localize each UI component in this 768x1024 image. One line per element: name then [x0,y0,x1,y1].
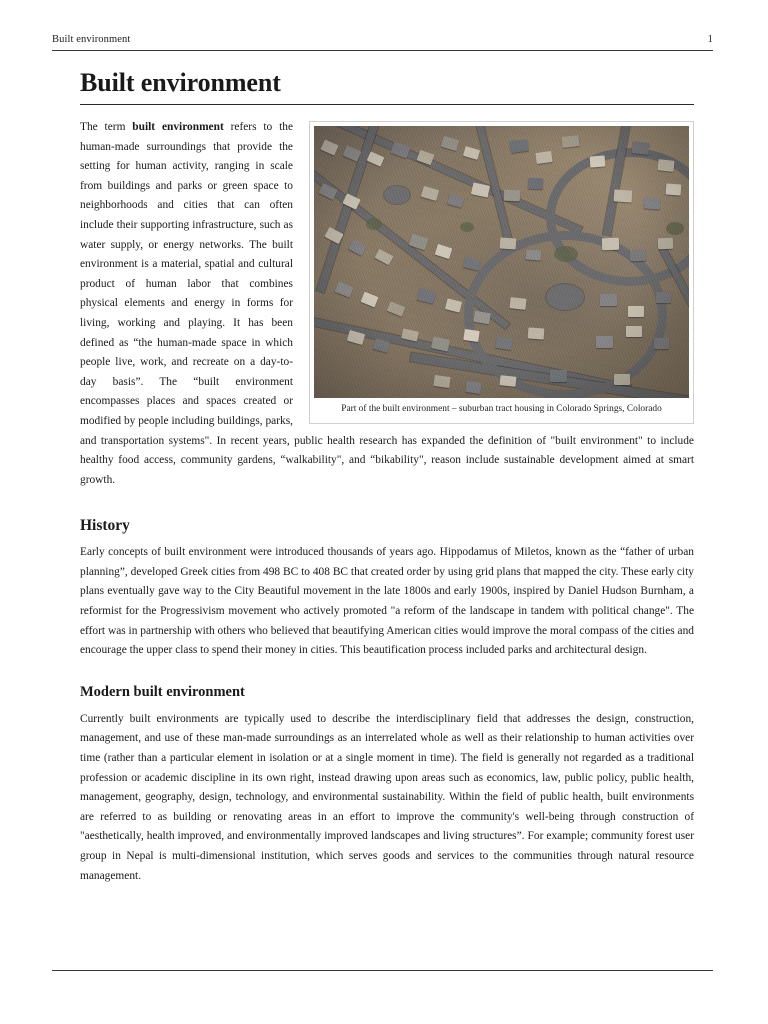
page-title: Built environment [80,68,281,97]
photo-vignette-layer [314,126,689,398]
section-heading-history: History [80,517,130,535]
section-body-history: Early concepts of built environment were introduced thousands of years ago. Hippodamus of Miletos, known as the “father of urban planning”, developed Greek cities from 498 BC to 408 BC that created order by using grid plans that mapped the city. These early city plans eventually gave way to the City Beautiful movement in the late 1800s and early 1900s, inspired by Daniel Hudson Burnham, a reformist for the Progressivism movement who actively promoted "a reform of the landscape in tandem with political change". The effort was in partnership with others who believed that beautifying American cities would improve the moral compass of the cities and encourage the upper class to spend their money in cities. This beautification process included parks and architectural design. [80,546,694,657]
header-divider [52,50,713,51]
document-content [80,68,694,886]
header-title: Built environment [52,34,131,45]
page-number: 1 [707,34,713,45]
figure-built-environment [309,121,694,424]
footer-divider [52,970,713,971]
section-heading-modern-built-environment: Modern built environment [80,683,245,700]
intro-rest: refers to the human-made surroundings that provide the setting for human activity, ranging in scale from buildings and parks or green space to neighborhoods and cities that can often include their supporting infrastructure, such as water supply, or energy networks. The built environment is a material, spatial and cultural product of human labor that combines physical elements and energy in forms for living, working and playing. It has been defined as “the human-made space in which people live, work, and recreate on a day-to-day basis”. The “built environment encompasses places and spaces created or modified by people including buildings, parks, and transportation systems". In recent years, public health research has expanded the definition of "built environment" to include healthy food access, community gardens, “walkability", and “bikability", reason include sustainable development aimed at smart growth. [80,121,694,486]
intro-lead-in: The term [80,121,133,133]
aerial-photo-icon [314,126,689,398]
figure-caption: Part of the built environment – suburban tract housing in Colorado Springs, Colorado [341,404,662,414]
running-header [52,33,713,46]
bold-term: built environment [132,121,224,133]
title-divider [80,104,694,105]
section-body-modern-built-environment: Currently built environments are typically used to describe the interdisciplinary field that addresses the design, construction, management, and use of these man-made surroundings as an interrelated whole as well as their relationship to human activities over time (rather than a particular element in isolation or at a single moment in time). The field is generally not regarded as a traditional profession or academic discipline in its own right, instead drawing upon areas such as economics, law, public policy, public health, management, geography, design, technology, and environmental sustainability. Within the field of public health, built environments are referred to as building or renovating areas in an effort to improve the community's well-being through construction of "aesthetically, health improved, and environmentally improved landscapes and living structures”. For example; community forest user group in Nepal is multi-dimensional institution, which serves goods and services to the communities through natural resource management. [80,712,694,882]
